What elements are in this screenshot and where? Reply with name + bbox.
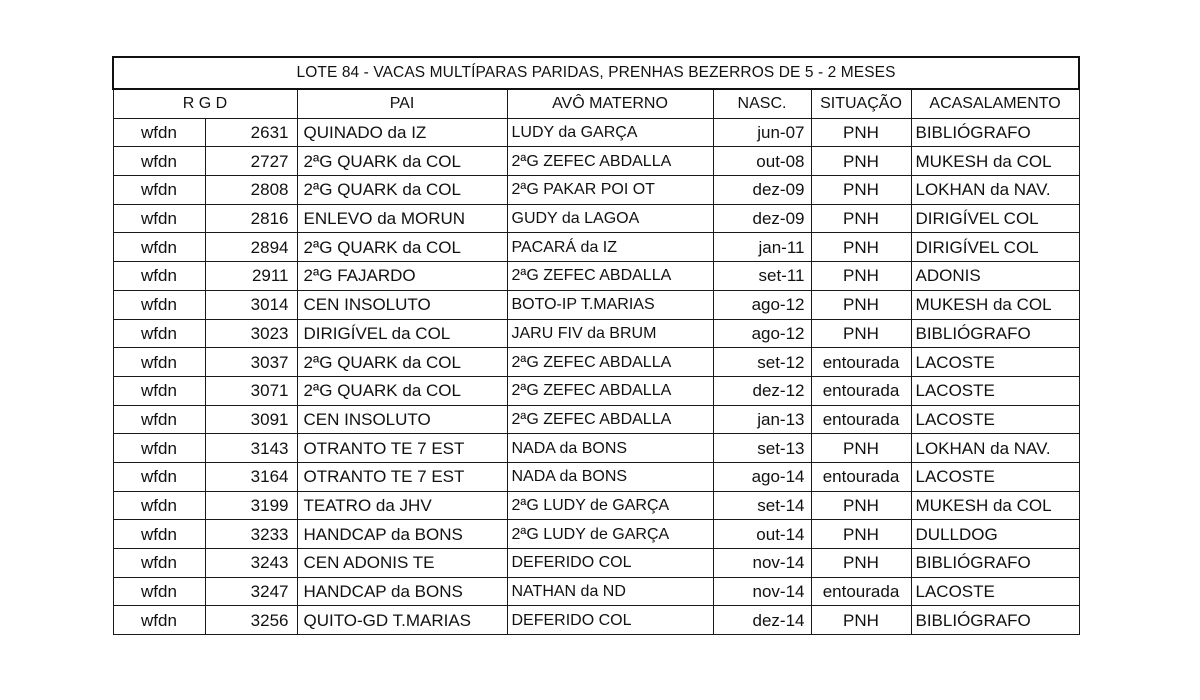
- table-row: [113, 462, 1079, 491]
- rgd-number-cell: 2894: [205, 233, 297, 262]
- table-row: [113, 262, 1079, 291]
- avo-materno-cell: 2ªG LUDY de GARÇA: [507, 491, 713, 520]
- nasc-cell: jan-11: [713, 233, 811, 262]
- lot-table: [112, 56, 1080, 635]
- table-row: [113, 577, 1079, 606]
- rgd-prefix-cell: wfdn: [113, 290, 205, 319]
- rgd-number-cell: 2631: [205, 118, 297, 147]
- rgd-number-cell: 3247: [205, 577, 297, 606]
- avo-materno-cell: 2ªG ZEFEC ABDALLA: [507, 262, 713, 291]
- table-row: [113, 118, 1079, 147]
- situacao-cell: PNH: [811, 233, 911, 262]
- nasc-cell: dez-12: [713, 376, 811, 405]
- avo-materno-cell: LUDY da GARÇA: [507, 118, 713, 147]
- avo-materno-cell: PACARÁ da IZ: [507, 233, 713, 262]
- nasc-cell: dez-14: [713, 606, 811, 635]
- rgd-prefix-cell: wfdn: [113, 491, 205, 520]
- pai-cell: 2ªG QUARK da COL: [297, 348, 507, 377]
- pai-cell: CEN INSOLUTO: [297, 290, 507, 319]
- avo-materno-cell: 2ªG PAKAR POI OT: [507, 176, 713, 205]
- acasalamento-cell: DULLDOG: [911, 520, 1079, 549]
- header-acasalamento: ACASALAMENTO: [911, 89, 1079, 118]
- table-row: [113, 147, 1079, 176]
- rgd-number-cell: 3023: [205, 319, 297, 348]
- pai-cell: OTRANTO TE 7 EST: [297, 434, 507, 463]
- rgd-number-cell: 3256: [205, 606, 297, 635]
- situacao-cell: entourada: [811, 376, 911, 405]
- rgd-prefix-cell: wfdn: [113, 233, 205, 262]
- nasc-cell: jun-07: [713, 118, 811, 147]
- rgd-prefix-cell: wfdn: [113, 606, 205, 635]
- table-row: [113, 204, 1079, 233]
- rgd-prefix-cell: wfdn: [113, 405, 205, 434]
- table-row: [113, 176, 1079, 205]
- acasalamento-cell: BIBLIÓGRAFO: [911, 319, 1079, 348]
- header-situacao: SITUAÇÃO: [811, 89, 911, 118]
- situacao-cell: entourada: [811, 405, 911, 434]
- acasalamento-cell: BIBLIÓGRAFO: [911, 606, 1079, 635]
- rgd-prefix-cell: wfdn: [113, 262, 205, 291]
- situacao-cell: PNH: [811, 434, 911, 463]
- acasalamento-cell: LACOSTE: [911, 405, 1079, 434]
- pai-cell: QUITO-GD T.MARIAS: [297, 606, 507, 635]
- rgd-number-cell: 2727: [205, 147, 297, 176]
- avo-materno-cell: DEFERIDO COL: [507, 606, 713, 635]
- avo-materno-cell: GUDY da LAGOA: [507, 204, 713, 233]
- rgd-number-cell: 2816: [205, 204, 297, 233]
- rgd-number-cell: 3014: [205, 290, 297, 319]
- nasc-cell: set-13: [713, 434, 811, 463]
- nasc-cell: dez-09: [713, 204, 811, 233]
- acasalamento-cell: LACOSTE: [911, 348, 1079, 377]
- acasalamento-cell: LACOSTE: [911, 577, 1079, 606]
- nasc-cell: ago-14: [713, 462, 811, 491]
- avo-materno-cell: BOTO-IP T.MARIAS: [507, 290, 713, 319]
- pai-cell: ENLEVO da MORUN: [297, 204, 507, 233]
- pai-cell: HANDCAP da BONS: [297, 520, 507, 549]
- nasc-cell: out-08: [713, 147, 811, 176]
- header-avo-materno: AVÔ MATERNO: [507, 89, 713, 118]
- pai-cell: HANDCAP da BONS: [297, 577, 507, 606]
- situacao-cell: entourada: [811, 462, 911, 491]
- title-row: [113, 57, 1079, 89]
- situacao-cell: PNH: [811, 147, 911, 176]
- acasalamento-cell: BIBLIÓGRAFO: [911, 549, 1079, 578]
- acasalamento-cell: LOKHAN da NAV.: [911, 434, 1079, 463]
- rgd-number-cell: 3243: [205, 549, 297, 578]
- avo-materno-cell: 2ªG ZEFEC ABDALLA: [507, 405, 713, 434]
- rgd-prefix-cell: wfdn: [113, 520, 205, 549]
- avo-materno-cell: NADA da BONS: [507, 462, 713, 491]
- acasalamento-cell: LACOSTE: [911, 462, 1079, 491]
- acasalamento-cell: BIBLIÓGRAFO: [911, 118, 1079, 147]
- acasalamento-cell: MUKESH da COL: [911, 491, 1079, 520]
- situacao-cell: entourada: [811, 348, 911, 377]
- avo-materno-cell: 2ªG ZEFEC ABDALLA: [507, 348, 713, 377]
- acasalamento-cell: ADONIS: [911, 262, 1079, 291]
- nasc-cell: out-14: [713, 520, 811, 549]
- table-row: [113, 376, 1079, 405]
- table-row: [113, 520, 1079, 549]
- nasc-cell: jan-13: [713, 405, 811, 434]
- avo-materno-cell: 2ªG ZEFEC ABDALLA: [507, 147, 713, 176]
- situacao-cell: PNH: [811, 549, 911, 578]
- rgd-number-cell: 3037: [205, 348, 297, 377]
- table-row: [113, 606, 1079, 635]
- acasalamento-cell: DIRIGÍVEL COL: [911, 204, 1079, 233]
- pai-cell: 2ªG QUARK da COL: [297, 233, 507, 262]
- rgd-number-cell: 2808: [205, 176, 297, 205]
- rgd-prefix-cell: wfdn: [113, 176, 205, 205]
- situacao-cell: PNH: [811, 118, 911, 147]
- table-row: [113, 405, 1079, 434]
- rgd-number-cell: 3199: [205, 491, 297, 520]
- table-row: [113, 491, 1079, 520]
- situacao-cell: PNH: [811, 491, 911, 520]
- header-row: [113, 89, 1079, 118]
- pai-cell: CEN INSOLUTO: [297, 405, 507, 434]
- rgd-prefix-cell: wfdn: [113, 549, 205, 578]
- rgd-number-cell: 2911: [205, 262, 297, 291]
- rgd-prefix-cell: wfdn: [113, 118, 205, 147]
- pai-cell: 2ªG FAJARDO: [297, 262, 507, 291]
- nasc-cell: nov-14: [713, 577, 811, 606]
- rgd-prefix-cell: wfdn: [113, 577, 205, 606]
- nasc-cell: nov-14: [713, 549, 811, 578]
- rgd-prefix-cell: wfdn: [113, 319, 205, 348]
- table-body: [113, 118, 1079, 634]
- rgd-number-cell: 3164: [205, 462, 297, 491]
- acasalamento-cell: MUKESH da COL: [911, 147, 1079, 176]
- rgd-prefix-cell: wfdn: [113, 434, 205, 463]
- nasc-cell: set-14: [713, 491, 811, 520]
- situacao-cell: PNH: [811, 176, 911, 205]
- pai-cell: CEN ADONIS TE: [297, 549, 507, 578]
- table-title: LOTE 84 - VACAS MULTÍPARAS PARIDAS, PRENHAS BEZERROS DE 5 - 2 MESES: [113, 57, 1079, 89]
- rgd-prefix-cell: wfdn: [113, 462, 205, 491]
- situacao-cell: PNH: [811, 262, 911, 291]
- acasalamento-cell: MUKESH da COL: [911, 290, 1079, 319]
- acasalamento-cell: LOKHAN da NAV.: [911, 176, 1079, 205]
- acasalamento-cell: LACOSTE: [911, 376, 1079, 405]
- nasc-cell: set-12: [713, 348, 811, 377]
- pai-cell: OTRANTO TE 7 EST: [297, 462, 507, 491]
- pai-cell: TEATRO da JHV: [297, 491, 507, 520]
- avo-materno-cell: JARU FIV da BRUM: [507, 319, 713, 348]
- rgd-number-cell: 3091: [205, 405, 297, 434]
- table-row: [113, 233, 1079, 262]
- pai-cell: 2ªG QUARK da COL: [297, 147, 507, 176]
- situacao-cell: PNH: [811, 520, 911, 549]
- nasc-cell: ago-12: [713, 290, 811, 319]
- rgd-prefix-cell: wfdn: [113, 348, 205, 377]
- avo-materno-cell: 2ªG LUDY de GARÇA: [507, 520, 713, 549]
- header-rgd: R G D: [113, 89, 297, 118]
- situacao-cell: PNH: [811, 606, 911, 635]
- pai-cell: QUINADO da IZ: [297, 118, 507, 147]
- pai-cell: DIRIGÍVEL da COL: [297, 319, 507, 348]
- acasalamento-cell: DIRIGÍVEL COL: [911, 233, 1079, 262]
- nasc-cell: dez-09: [713, 176, 811, 205]
- table-row: [113, 549, 1079, 578]
- rgd-number-cell: 3071: [205, 376, 297, 405]
- header-nasc: NASC.: [713, 89, 811, 118]
- table-row: [113, 319, 1079, 348]
- rgd-number-cell: 3143: [205, 434, 297, 463]
- pai-cell: 2ªG QUARK da COL: [297, 376, 507, 405]
- situacao-cell: PNH: [811, 319, 911, 348]
- rgd-prefix-cell: wfdn: [113, 376, 205, 405]
- rgd-number-cell: 3233: [205, 520, 297, 549]
- situacao-cell: PNH: [811, 290, 911, 319]
- situacao-cell: PNH: [811, 204, 911, 233]
- rgd-prefix-cell: wfdn: [113, 204, 205, 233]
- nasc-cell: set-11: [713, 262, 811, 291]
- table-row: [113, 290, 1079, 319]
- situacao-cell: entourada: [811, 577, 911, 606]
- avo-materno-cell: NATHAN da ND: [507, 577, 713, 606]
- table-row: [113, 348, 1079, 377]
- header-pai: PAI: [297, 89, 507, 118]
- avo-materno-cell: DEFERIDO COL: [507, 549, 713, 578]
- pai-cell: 2ªG QUARK da COL: [297, 176, 507, 205]
- table-row: [113, 434, 1079, 463]
- nasc-cell: ago-12: [713, 319, 811, 348]
- rgd-prefix-cell: wfdn: [113, 147, 205, 176]
- avo-materno-cell: 2ªG ZEFEC ABDALLA: [507, 376, 713, 405]
- avo-materno-cell: NADA da BONS: [507, 434, 713, 463]
